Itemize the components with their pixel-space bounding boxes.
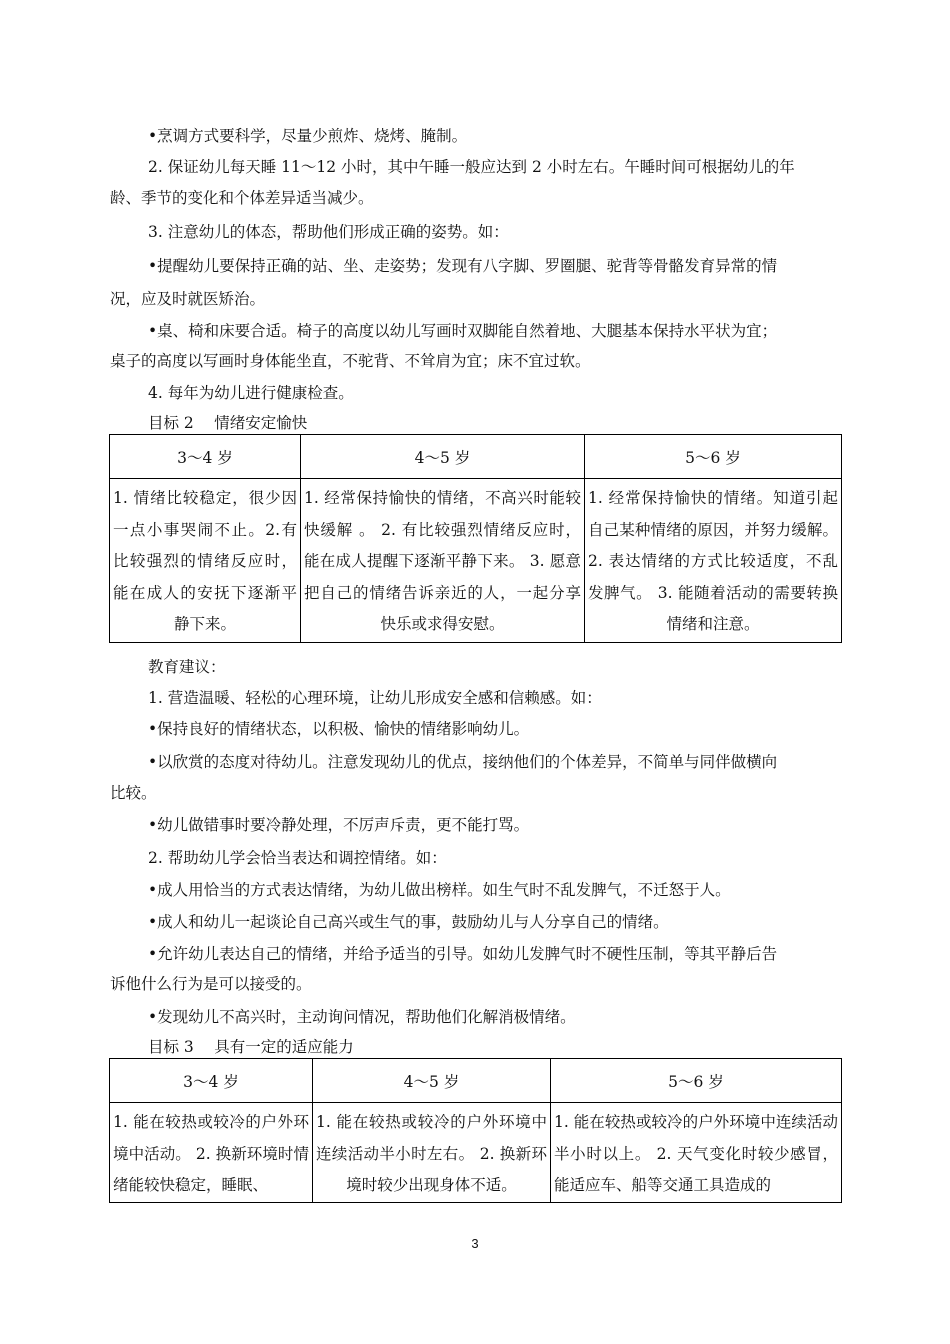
paragraph-line: •成人用恰当的方式表达情绪，为幼儿做出榜样。如生气时不乱发脾气，不迁怒于人。 bbox=[148, 881, 731, 899]
table-header-cell: 3～4 岁 bbox=[110, 1059, 313, 1103]
paragraph-line: 教育建议： bbox=[148, 658, 226, 676]
table-header-cell: 3～4 岁 bbox=[110, 435, 301, 479]
table-header-row bbox=[110, 435, 842, 479]
table-cell bbox=[313, 1103, 551, 1203]
paragraph-line: •提醒幼儿要保持正确的站、坐、走姿势；发现有八字脚、罗圈腿、驼背等骨骼发育异常的情 bbox=[148, 257, 778, 275]
paragraph-line: •成人和幼儿一起谈论自己高兴或生气的事，鼓励幼儿与人分享自己的情绪。 bbox=[148, 913, 669, 931]
paragraph-line: •以欣赏的态度对待幼儿。注意发现幼儿的优点，接纳他们的个体差异，不简单与同伴做横向 bbox=[148, 753, 778, 771]
paragraph-line: •保持良好的情绪状态，以积极、愉快的情绪影响幼儿。 bbox=[148, 720, 530, 738]
table-row bbox=[110, 479, 842, 643]
paragraph-line: •发现幼儿不高兴时，主动询问情况，帮助他们化解消极情绪。 bbox=[148, 1008, 576, 1026]
paragraph-line: 1. 营造温暖、轻松的心理环境，让幼儿形成安全感和信赖感。如： bbox=[148, 689, 602, 707]
table-header-cell: 5～6 岁 bbox=[585, 435, 842, 479]
paragraph-line: •幼儿做错事时要冷静处理，不厉声斥责，更不能打骂。 bbox=[148, 816, 530, 834]
cell-text: 1. 能在较热或较冷的户外环境中活动。 2. 换新环境时情绪能较快稳定，睡眠、 bbox=[113, 1113, 309, 1194]
paragraph-line: •允许幼儿表达自己的情绪，并给予适当的引导。如幼儿发脾气时不硬性压制，等其平静后告 bbox=[148, 945, 778, 963]
paragraph-line: 2. 帮助幼儿学会恰当表达和调控情绪。如： bbox=[148, 849, 447, 867]
table-header-cell: 5～6 岁 bbox=[551, 1059, 842, 1103]
paragraph-line: 况，应及时就医矫治。 bbox=[110, 290, 266, 308]
goal2-table bbox=[109, 434, 842, 643]
paragraph-line: 诉他什么行为是可以接受的。 bbox=[110, 975, 312, 993]
table-cell bbox=[551, 1103, 842, 1203]
table-header-cell: 4～5 岁 bbox=[313, 1059, 551, 1103]
cell-text: 1. 能在较热或较冷的户外环境中连续活动半小时以上。 2. 天气变化时较少感冒，能适应车、船等交通工具造成的 bbox=[554, 1113, 838, 1194]
paragraph-line: •桌、椅和床要合适。椅子的高度以幼儿写画时双脚能自然着地、大腿基本保持水平状为宜； bbox=[148, 322, 778, 340]
cell-text: 1. 经常保持愉快的情绪。知道引起自己某种情绪的原因，并努力缓解。 2. 表达情绪的方式比较适度，不乱发脾气。 3. 能随着活动的需要转换情绪和注意。 bbox=[588, 489, 838, 633]
paragraph-line: 3. 注意幼儿的体态，帮助他们形成正确的姿势。如： bbox=[148, 223, 509, 241]
cell-text: 1. 情绪比较稳定，很少因一点小事哭闹不止。2.有比较强烈的情绪反应时，能在成人的安抚下逐渐平静下来。 bbox=[113, 489, 297, 633]
page-number: 3 bbox=[471, 1236, 479, 1251]
paragraph-line: 桌子的高度以写画时身体能坐直，不驼背、不耸肩为宜；床不宜过软。 bbox=[110, 352, 591, 370]
goal3-table bbox=[109, 1058, 842, 1203]
table-header-cell: 4～5 岁 bbox=[301, 435, 585, 479]
table-cell bbox=[301, 479, 585, 643]
section-heading: 目标 2 情绪安定愉快 bbox=[148, 414, 308, 432]
table-row bbox=[110, 1103, 842, 1203]
paragraph-line: 比较。 bbox=[110, 784, 157, 802]
table-cell bbox=[110, 479, 301, 643]
paragraph-line: •烹调方式要科学，尽量少煎炸、烧烤、腌制。 bbox=[148, 127, 468, 145]
paragraph-line: 龄、季节的变化和个体差异适当减少。 bbox=[110, 189, 374, 207]
table-cell bbox=[585, 479, 842, 643]
cell-text: 1. 能在较热或较冷的户外环境中连续活动半小时左右。 2. 换新环境时较少出现身体不适。 bbox=[316, 1113, 547, 1194]
paragraph-line: 2. 保证幼儿每天睡 11～12 小时，其中午睡一般应达到 2 小时左右。午睡时间可根据幼儿的年 bbox=[148, 158, 795, 176]
cell-text: 1. 经常保持愉快的情绪，不高兴时能较快缓解 。 2. 有比较强烈情绪反应时，能在成人提醒下逐渐平静下来。 3. 愿意把自己的情绪告诉亲近的人，一起分享快乐或求得安慰。 bbox=[304, 489, 581, 633]
section-heading: 目标 3 具有一定的适应能力 bbox=[148, 1038, 354, 1056]
table-header-row bbox=[110, 1059, 842, 1103]
table-cell bbox=[110, 1103, 313, 1203]
paragraph-line: 4. 每年为幼儿进行健康检查。 bbox=[148, 384, 354, 402]
